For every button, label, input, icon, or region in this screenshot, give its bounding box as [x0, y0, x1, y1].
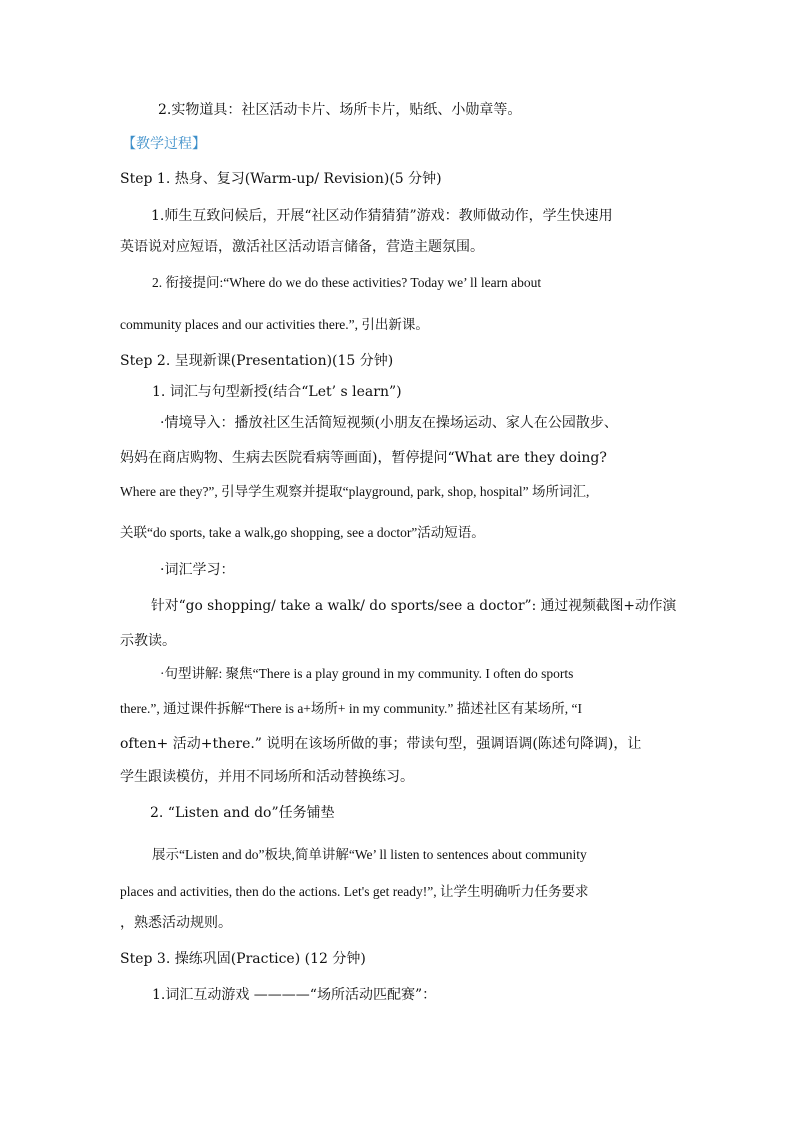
- sentence-explain: ·句型讲解: 聚焦“There is a play ground in my community. I often do sports: [160, 666, 574, 681]
- listen-do-text: 展示“Listen and do”板块,简单讲解“We’ ll listen to sentences about community: [152, 847, 587, 862]
- situation-intro-cont-1: 妈妈在商店购物、生病去医院看病等画面)，暂停提问“What are they doing?: [120, 450, 607, 466]
- step-1-para-2: 2. 衔接提问:“Where do we do these activities? Today we’ ll learn about: [152, 275, 542, 290]
- step-3-item-1: 1.词汇互动游戏 ————“场所活动匹配赛”：: [152, 987, 437, 1003]
- situation-intro-cont-2: Where are they?”, 引导学生观察并提取“playground, park, shop, hospital” 场所词汇,: [120, 484, 590, 499]
- vocab-learning-text-cont: 示教读。: [120, 633, 176, 649]
- vocab-learning-text: 针对“go shopping/ take a walk/ do sports/see a doctor”: 通过视频截图+动作演: [151, 598, 677, 614]
- vocab-learning-label: ·词汇学习：: [160, 562, 235, 578]
- step-1-heading: Step 1. 热身、复习(Warm-up/ Revision)(5 分钟): [120, 171, 442, 187]
- step-2-item-1: 1. 词汇与句型新授(结合“Let’ s learn”): [152, 384, 402, 400]
- step-2-item-2: 2. “Listen and do”任务铺垫: [150, 805, 335, 821]
- materials-item-2: 2.实物道具：社区活动卡片、场所卡片，贴纸、小勋章等。: [158, 102, 522, 118]
- situation-intro-cont-3: 关联“do sports, take a walk,go shopping, see a doctor”活动短语。: [120, 525, 485, 540]
- listen-do-text-cont-1: places and activities, then do the actions. Let's get ready!”, 让学生明确听力任务要求: [120, 884, 589, 899]
- step-2-heading: Step 2. 呈现新课(Presentation)(15 分钟): [120, 353, 394, 369]
- sentence-explain-cont-1: there.”, 通过课件拆解“There is a+场所+ in my community.” 描述社区有某场所, “I: [120, 701, 583, 716]
- section-heading-teaching-process: 【教学过程】: [122, 136, 206, 152]
- listen-do-text-cont-2: ，熟悉活动规则。: [120, 915, 232, 931]
- situation-intro: ·情境导入：播放社区生活简短视频(小朋友在操场运动、家人在公园散步、: [160, 415, 618, 431]
- step-1-para-1: 1.师生互致问候后，开展“社区动作猜猜猜”游戏：教师做动作，学生快速用: [151, 208, 613, 224]
- step-1-para-1-cont: 英语说对应短语，激活社区活动语言储备，营造主题氛围。: [120, 239, 484, 255]
- step-1-para-2-cont: community places and our activities there.”, 引出新课。: [120, 317, 429, 332]
- step-3-heading: Step 3. 操练巩固(Practice) (12 分钟): [120, 951, 366, 967]
- sentence-explain-cont-2: often+ 活动+there.” 说明在该场所做的事；带读句型，强调语调(陈述句降调)，让: [120, 736, 642, 752]
- sentence-explain-cont-3: 学生跟读模仿，并用不同场所和活动替换练习。: [120, 769, 414, 785]
